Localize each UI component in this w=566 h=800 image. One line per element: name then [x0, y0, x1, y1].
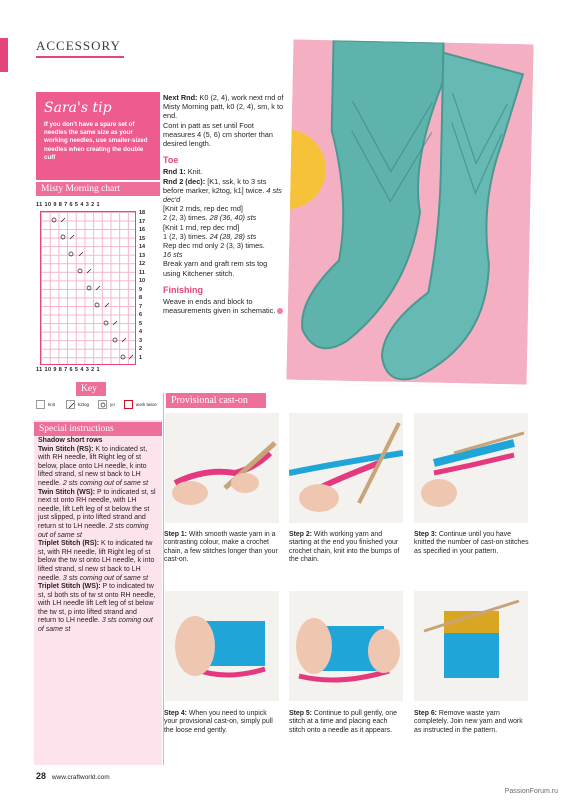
knit-key-icon: [36, 400, 45, 409]
chart-yo-symbol: [78, 269, 82, 273]
key-item-work-twice: work twice: [135, 402, 157, 407]
chart-row-number: 1: [139, 354, 143, 361]
step-1-text: [164, 531, 280, 564]
step-5-text: [289, 710, 405, 735]
provisional-cast-on-panel: [163, 393, 553, 765]
triplet-rs-text: K to indicated tw st, with RH needle, lift Right leg of st below the tw st onto LH needle, k into lifted strand, sl new st back to LH needle.: [38, 540, 155, 582]
chart-row-number: 7: [139, 303, 143, 310]
step-3-label: Step 3:: [414, 531, 437, 538]
step-6-label: Step 6:: [414, 710, 437, 717]
chart-k2tog-symbol: [61, 218, 65, 222]
step-2-label: Step 2:: [289, 531, 312, 538]
rnd1-para: [163, 167, 285, 176]
chart-row-number: 4: [139, 329, 143, 335]
chart-row-number: 13: [139, 252, 146, 259]
triplet-ws-text: P to indicated tw st, sl both sts of tw st onto RH needle, with LH needle lift Left leg of st below the tw st, p into lifted strand and return to LH needle.: [38, 583, 156, 625]
special-instructions-text: [38, 437, 156, 635]
line-b-note: 28 (36, 40) sts: [209, 213, 257, 223]
step-3-body: Continue until you have knitted the number of cast-on stitches as specified in your pattern.: [414, 531, 529, 555]
triplet-ws-note: 3 sts coming out of same st: [38, 617, 153, 634]
finishing-text: Weave in ends and block to measurements given in schematic.: [163, 297, 276, 316]
chart-row-number: 5: [139, 320, 143, 327]
rnd2-para: [163, 177, 285, 205]
chart-yo-symbol: [52, 218, 56, 222]
chart-row-number: 18: [139, 210, 146, 216]
step-5-body: Continue to pull gently, one stitch at a time and placing each stitch onto a needle as it appears.: [289, 710, 397, 734]
socks-illustration: [286, 40, 533, 385]
pull-gently-illustration: [289, 591, 403, 701]
step-6-text: [414, 710, 530, 735]
provisional-title: Provisional cast-on: [166, 393, 266, 408]
next-rnd-label: Next Rnd:: [163, 93, 198, 102]
step-3-text: [414, 531, 530, 556]
step-2-body: With working yarn and starting at the end you finished your crochet chain, knit into the bumps of the chain.: [289, 531, 400, 563]
triplet-ws-label: Triplet Stitch (WS):: [38, 583, 101, 591]
watermark: PassionForum.ru: [504, 788, 558, 795]
rnd1-label: Rnd 1:: [163, 167, 186, 177]
chart-row-number: 6: [139, 312, 143, 318]
finishing-heading: Finishing: [163, 284, 203, 295]
key-title: Key: [76, 382, 106, 396]
chart-k2tog-symbol: [122, 338, 126, 342]
key-item-knit: knit: [48, 402, 56, 407]
chart-yo-symbol: [121, 355, 125, 359]
line-d-text: 1 (2, 3) times.: [163, 231, 210, 241]
chart-row-number: 16: [139, 227, 146, 233]
chart-row-number: 11: [139, 269, 145, 276]
key-item-k2tog: k2tog: [78, 402, 90, 407]
knit-into-chain-illustration: [289, 413, 403, 523]
chart-row-number: 9: [139, 286, 143, 293]
chart-yo-symbol: [113, 338, 117, 342]
end-dot-icon: [277, 308, 283, 314]
line-f: [163, 250, 285, 259]
line-f-note: 16 sts: [163, 250, 183, 260]
step-4-body: When you need to unpick your provisional cast-on, simply pull the loose end gently.: [164, 710, 273, 734]
k2tog-key-icon: [66, 400, 75, 409]
chart-k2tog-symbol: [105, 303, 109, 307]
next-rnd-para: [163, 93, 285, 121]
cont-para: Cont in patt as set until Foot measures 4 (5, 6) cm shorter than desired length.: [163, 120, 273, 149]
work-twice-key-icon: [124, 400, 133, 409]
step-2-text: [289, 531, 405, 564]
step-5-image: [289, 591, 403, 701]
pattern-column: [163, 93, 285, 315]
line-e: Rep dec rnd only 2 (3, 3) times.: [163, 241, 265, 251]
chart-k2tog-symbol: [70, 235, 74, 239]
twin-rs-label: Twin Stitch (RS):: [38, 445, 94, 453]
chart-row-numbers: [139, 209, 145, 362]
chart-bottom-numbers: 11 10 9 8 7 6 5 4 3 2 1: [36, 367, 100, 373]
step-5-label: Step 5:: [289, 710, 312, 717]
chart-yo-symbol: [61, 235, 65, 239]
page-footer: [36, 771, 110, 781]
chart-row-number: 10: [139, 278, 146, 284]
next-rnd-text: K0 (2, 4), work next rnd of Misty Morning patt, k0 (2, 4), sm, k to end.: [163, 93, 284, 121]
step-1-body: With smooth waste yarn in a contrasting colour, make a crochet chain, a few stitches longer than your cast-on.: [164, 531, 278, 563]
sock-photo: [286, 40, 533, 385]
step-4-label: Step 4:: [164, 710, 187, 717]
tip-text: If you don't have a spare set of needles the same size as your working needles, use smaller-sized needles when creating the double cuff: [44, 121, 148, 161]
triplet-rs-note: 3 sts coming out of same st: [62, 574, 149, 582]
join-new-yarn-illustration: [414, 591, 528, 701]
line-d: [163, 232, 285, 241]
chart-yo-symbol: [104, 321, 108, 325]
crochet-chain-illustration: [165, 413, 279, 523]
chart-k2tog-symbol: [87, 269, 91, 273]
rnd2-label: Rnd 2 (dec):: [163, 176, 206, 186]
twin-ws-text: P to indicated st, sl next st onto RH needle, with LH needle, lift Left leg of st below the st just slipped, p into lifted strand and return st to LH needle.: [38, 488, 156, 530]
section-side-tab: [0, 38, 8, 72]
chart-k2tog-symbol: [79, 252, 83, 256]
rnd1-text: Knit.: [185, 167, 203, 177]
twin-ws-label: Twin Stitch (WS):: [38, 488, 96, 496]
chart-k2tog-symbol: [129, 355, 133, 359]
step-4-image: [165, 591, 279, 701]
line-g: Break yarn and graft rem sts tog using Kitchener stitch.: [163, 259, 268, 278]
chart-row-number: 3: [139, 337, 143, 344]
footer-url[interactable]: www.craftworld.com: [51, 774, 110, 781]
step-6-body: Remove waste yarn completely. Join new yarn and work as instructed in the pattern.: [414, 710, 523, 734]
page-number: 28: [36, 771, 47, 781]
step-4-text: [164, 710, 280, 735]
chart-title: Misty Morning chart: [36, 182, 160, 196]
misty-morning-chart: [36, 196, 162, 381]
line-b: [163, 213, 285, 222]
chart-yo-symbol: [87, 286, 91, 290]
step-2-image: [289, 413, 403, 523]
step-6-image: [414, 591, 528, 701]
chart-top-numbers: 11 10 9 8 7 6 5 4 3 2 1: [36, 202, 100, 208]
chart-row-number: 12: [139, 261, 146, 267]
chart-symbols: [41, 212, 137, 366]
twin-rs-note: 2 sts coming out of same st: [62, 479, 149, 487]
line-b-text: 2 (2, 3) times.: [163, 213, 210, 223]
chart-grid: [40, 211, 136, 365]
tip-box: [36, 92, 160, 180]
key-item-yo: yo: [110, 402, 115, 407]
toe-heading: Toe: [163, 155, 179, 166]
rnd2-text: [K1, ssk, k to 3 sts before marker, k2tog, k1] twice.: [163, 176, 267, 195]
line-c: [Knit 1 rnd, rep dec rnd]: [163, 222, 240, 232]
step-1-label: Step 1:: [164, 531, 187, 538]
tip-title: Sara's tip: [44, 100, 112, 116]
line-a: [Knit 2 rnds, rep dec rnd]: [163, 204, 243, 214]
section-header: [36, 38, 124, 58]
chart-k2tog-symbol: [96, 286, 100, 290]
chart-yo-symbol: [95, 303, 99, 307]
chart-row-number: 15: [139, 235, 146, 242]
line-d-note: 24 (28, 28) sts: [209, 231, 257, 241]
yo-key-icon: [98, 400, 107, 409]
chart-yo-symbol: [69, 252, 73, 256]
chart-row-number: 17: [139, 218, 146, 225]
special-instructions-title: Special instructions: [34, 422, 162, 436]
key-legend: [36, 400, 157, 409]
chart-row-number: 8: [139, 295, 143, 301]
step-3-image: [414, 413, 528, 523]
section-label: ACCESSORY: [36, 38, 121, 53]
unpick-cast-on-illustration: [165, 591, 279, 701]
twin-ws-note: 2 sts coming out of same st: [38, 522, 149, 539]
finishing-para: [163, 297, 285, 315]
chart-row-number: 14: [139, 244, 146, 250]
chart-row-number: 2: [139, 346, 143, 352]
stitches-knitted-illustration: [414, 413, 528, 523]
step-1-image: [165, 413, 279, 523]
chart-k2tog-symbol: [113, 321, 117, 325]
triplet-rs-label: Triplet Stitch (RS):: [38, 540, 100, 548]
rnd2-note: 4 sts dec'd: [163, 185, 282, 205]
special-subheading: Shadow short rows: [38, 437, 103, 444]
section-rule: [36, 56, 124, 58]
twin-rs-text: K to indicated st, with RH needle, lift Right leg of st below, place onto LH needle, k into lifted strand, sl new st back to LH needle.: [38, 445, 148, 487]
